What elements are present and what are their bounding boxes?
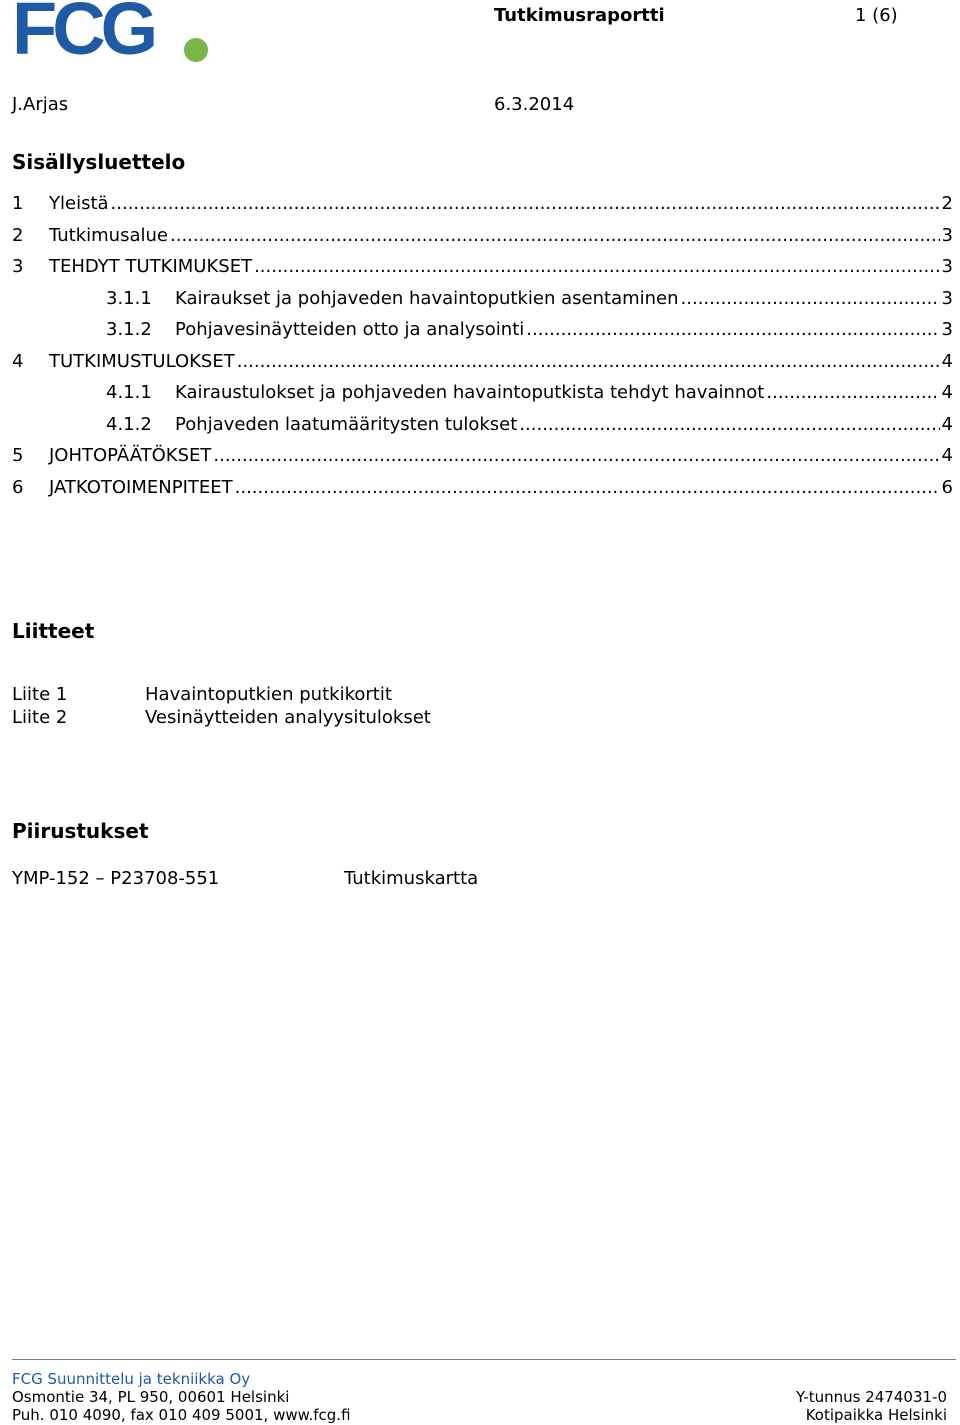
- toc-title: Pohjaveden laatumääritysten tulokset: [175, 413, 518, 435]
- toc-page: 2: [941, 193, 953, 214]
- footer-divider: [12, 1359, 956, 1360]
- toc-page: 4: [941, 445, 953, 466]
- toc-page: 3: [941, 224, 953, 246]
- toc-number: 5: [12, 445, 24, 466]
- dot-leader: [111, 193, 940, 214]
- drawings-heading: Piirustukset: [12, 819, 149, 843]
- appendix-title: Vesinäytteiden analyysitulokset: [145, 707, 431, 728]
- toc-page: 4: [941, 413, 953, 435]
- drawing-title: Tutkimuskartta: [344, 868, 479, 889]
- dot-leader: [235, 477, 940, 498]
- footer-address: Osmontie 34, PL 950, 00601 Helsinki: [12, 1388, 290, 1406]
- toc-number: 1: [12, 193, 24, 214]
- fcg-logo: [12, 0, 202, 70]
- footer-domicile: Kotipaikka Helsinki: [805, 1406, 947, 1424]
- toc-page: 3: [941, 256, 953, 277]
- report-type: Tutkimusraportti: [494, 5, 665, 26]
- page-number: 1 (6): [855, 5, 898, 26]
- toc-title: Tutkimusalue: [49, 224, 168, 246]
- toc-subentry[interactable]: [12, 319, 953, 351]
- dot-leader: [519, 414, 939, 435]
- toc-page: 6: [941, 476, 953, 498]
- toc-title: Kairaustulokset ja pohjaveden havaintoputkista tehdyt havainnot: [175, 382, 765, 403]
- toc-title: TEHDYT TUTKIMUKSET: [49, 256, 253, 277]
- toc-title: TUTKIMUSTULOKSET: [49, 350, 235, 372]
- author: J.Arjas: [12, 94, 69, 115]
- toc-page: 4: [941, 350, 953, 372]
- report-date: 6.3.2014: [494, 94, 575, 115]
- toc-number: 3.1.1: [106, 287, 152, 309]
- toc-title: JATKOTOIMENPITEET: [49, 476, 233, 498]
- dot-leader: [766, 382, 939, 403]
- toc-page: 3: [941, 319, 953, 340]
- toc-heading: Sisällysluettelo: [12, 150, 186, 174]
- toc-title: Yleistä: [49, 193, 109, 214]
- dot-leader: [254, 256, 939, 277]
- logo-dot-icon: [184, 38, 208, 62]
- table-of-contents: [12, 193, 953, 508]
- appendices-heading: Liitteet: [12, 619, 95, 643]
- dot-leader: [213, 445, 939, 466]
- appendix-label: Liite 2: [12, 707, 68, 728]
- toc-title: JOHTOPÄÄTÖKSET: [49, 445, 212, 466]
- toc-entry[interactable]: [12, 351, 953, 383]
- appendix-title: Havaintoputkien putkikortit: [145, 684, 392, 705]
- toc-page: 4: [941, 382, 953, 403]
- toc-number: 3.1.2: [106, 319, 152, 340]
- toc-entry[interactable]: [12, 445, 953, 477]
- toc-number: 4.1.1: [106, 382, 152, 403]
- toc-number: 2: [12, 224, 24, 246]
- footer-business-id: Y-tunnus 2474031-0: [795, 1388, 947, 1406]
- toc-number: 3: [12, 256, 24, 277]
- toc-entry[interactable]: [12, 256, 953, 288]
- toc-number: 6: [12, 476, 24, 498]
- footer-contact: Puh. 010 4090, fax 010 409 5001, www.fcg.fi: [12, 1406, 351, 1424]
- toc-title: Kairaukset ja pohjaveden havaintoputkien asentaminen: [175, 287, 679, 309]
- toc-number: 4.1.2: [106, 413, 152, 435]
- toc-number: 4: [12, 350, 24, 372]
- appendix-label: Liite 1: [12, 684, 68, 705]
- toc-subentry[interactable]: [12, 382, 953, 414]
- dot-leader: [170, 225, 940, 246]
- toc-entry[interactable]: [12, 225, 953, 257]
- toc-page: 3: [941, 287, 953, 309]
- toc-entry[interactable]: [12, 477, 953, 509]
- dot-leader: [526, 319, 939, 340]
- toc-subentry[interactable]: [12, 288, 953, 320]
- dot-leader: [681, 288, 940, 309]
- footer-company: FCG Suunnittelu ja tekniikka Oy: [12, 1370, 251, 1388]
- toc-entry[interactable]: [12, 193, 953, 225]
- logo-text: FCG: [12, 0, 154, 70]
- dot-leader: [237, 351, 940, 372]
- toc-title: Pohjavesinäytteiden otto ja analysointi: [175, 319, 525, 340]
- drawing-code: YMP-152 – P23708-551: [12, 868, 220, 889]
- toc-subentry[interactable]: [12, 414, 953, 446]
